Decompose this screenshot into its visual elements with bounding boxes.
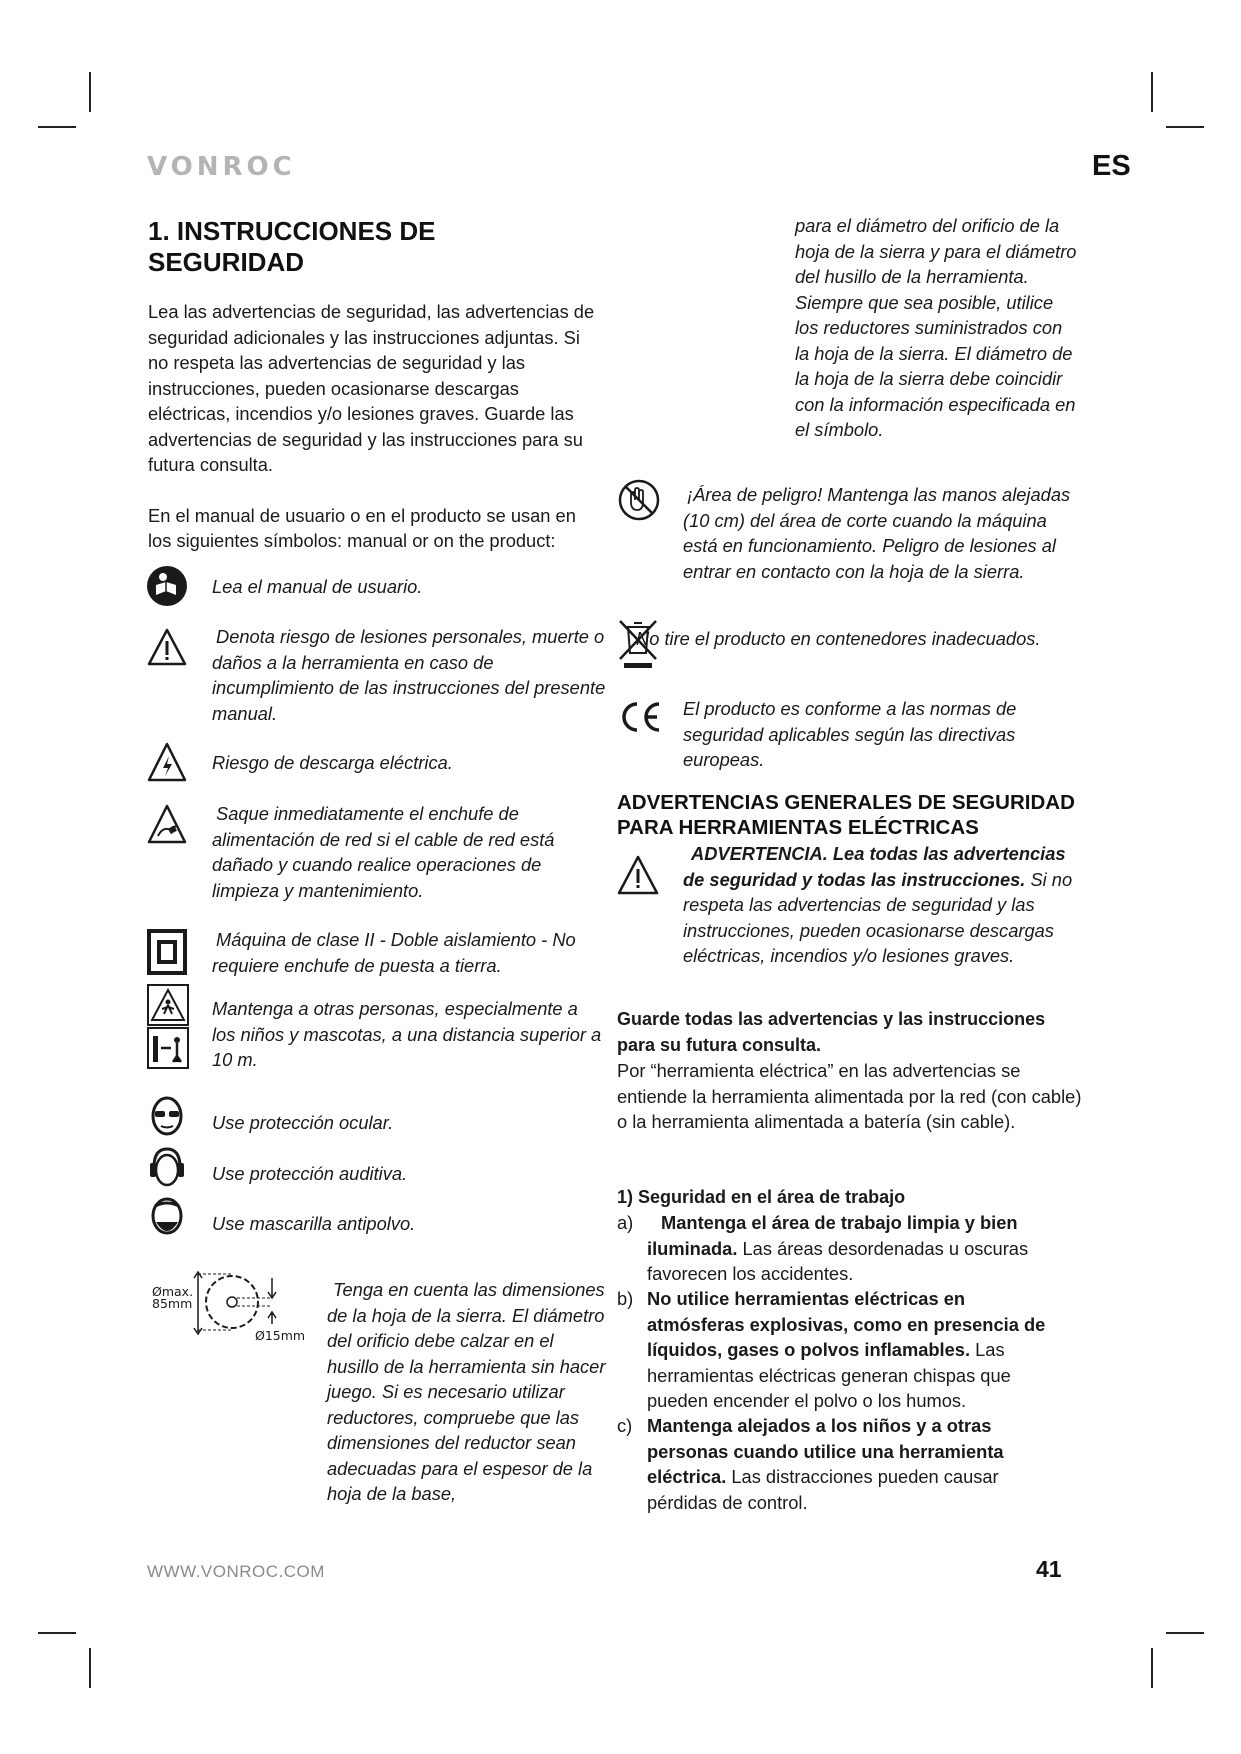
symbols-intro: En el manual de usuario o en el producto se usan en los siguientes símbolos: manual or on the product: [148,504,576,551]
page-number: 41 [1036,1556,1062,1582]
hand-danger-icon [617,478,661,522]
symbol-text: Denota riesgo de lesiones personales, muerte o daños a la herramienta en caso de incumplimiento de las instrucciones del presente manual. [212,626,606,724]
symbol-text: Riesgo de descarga eléctrica. [212,752,453,773]
list-bold-text: No utilice herramientas eléctricas en atmósferas explosivas, como en presencia de líquidos, gases o polvos inflamables. [647,1288,1046,1360]
symbol-text: Use protección auditiva. [212,1163,408,1184]
work-area-title: 1) Seguridad en el área de trabajo [617,1187,906,1207]
list-text: Las herramientas eléctricas generan chispas que pueden encender el polvo o los humos. [647,1339,1011,1411]
brand-logo: VONROC [147,152,296,182]
list-body [647,1286,1067,1414]
symbol-text: Mantenga a otras personas, especialmente a los niños y mascotas, a una distancia superior a 10 m. [212,998,602,1070]
blade-max-text: Ømax. [152,1284,194,1299]
symbol-ear-protection [148,1145,186,1189]
list-marker: c) [617,1415,633,1436]
dust-mask-icon [149,1196,185,1240]
blade-max-value: 85mm [152,1296,193,1311]
crop-mark [89,1648,91,1688]
list-text: Las áreas desordenadas u oscuras favorecen los accidentes. [647,1237,1029,1284]
ear-protection-icon [148,1145,186,1189]
symbol-ce [617,700,663,734]
crop-mark [1151,72,1153,112]
crop-mark [38,126,76,128]
symbol-text: No tire el producto en contenedores inadecuados. [636,628,1041,649]
symbol-warning [147,628,187,666]
list-bold-text: Mantenga el área de trabajo limpia y bien iluminada. [647,1212,1018,1259]
list-marker: a) [617,1212,634,1233]
symbol-class-ii [147,929,187,975]
symbol-text: Use mascarilla antipolvo. [212,1213,416,1234]
keep-instructions-notice: Guarde todas las advertencias y las instrucciones para su futura consulta. [617,1009,1046,1055]
symbol-hand-danger [617,478,661,522]
crop-mark [1166,126,1204,128]
intro-paragraph: Lea las advertencias de seguridad, las advertencias de seguridad adicionales y las instrucciones adjuntas. Si no respeta las advertencias de seguridad y las instrucciones, pueden ocasionarse descargas eléctricas, incendios y/o lesiones graves. Guarde las advertencias de seguridad y las instrucciones para su futura consulta. [148,301,595,475]
list-marker: b) [617,1288,634,1309]
warning-rest-text: Si no respeta las advertencias de seguridad y las instrucciones, pueden ocasionarse descargas eléctricas, incendios y/o lesiones graves. [683,868,1073,966]
eye-protection-icon [150,1095,184,1137]
symbol-text: Lea el manual de usuario. [212,576,423,597]
footer-url: WWW.VONROC.COM [147,1562,325,1581]
crop-mark [1166,1632,1204,1634]
blade-max-label [152,1286,193,1310]
symbol-electric [147,742,187,782]
symbol-warning-general [617,855,659,895]
list-text: Las distracciones pueden causar pérdidas de control. [647,1466,999,1513]
class-ii-icon [147,929,187,975]
warning-icon [617,855,659,895]
symbol-read-manual [146,565,188,607]
symbol-eye-protection [150,1095,184,1137]
symbol-blade-dimensions [150,1268,310,1350]
symbol-keep-distance [147,984,189,1070]
symbol-text: Saque inmediatamente el enchufe de alimentación de red si el cable de red está dañado y cuando realice operaciones de limpieza y mantenimiento. [212,803,555,901]
read-manual-icon [146,565,188,607]
crop-mark [38,1632,76,1634]
electric-shock-icon [147,742,187,782]
symbol-text: ¡Área de peligro! Mantenga las manos alejadas (10 cm) del área de corte cuando la máquina está en funcionamiento. Peligro de lesiones al entrar en contacto con la hoja de la sierra. [683,484,1071,582]
list-bold-text: Mantenga alejados a los niños y a otras personas cuando utilice una herramienta eléctrica. [647,1415,1004,1487]
symbol-text: Máquina de clase II - Doble aislamiento - No requiere enchufe de puesta a tierra. [212,929,576,976]
general-warnings-title: ADVERTENCIAS GENERALES DE SEGURIDAD PARA HERRAMIENTAS ELÉCTRICAS [617,791,1075,839]
symbol-dust-mask [149,1196,185,1240]
symbol-text: Use protección ocular. [212,1112,394,1133]
symbol-unplug [147,804,187,844]
warning-paragraph [683,841,1088,969]
crop-mark [89,72,91,112]
list-body [647,1210,1067,1287]
symbol-text: Tenga en cuenta las dimensiones de la hoja de la sierra. El diámetro del orificio debe calzar en el husillo de la herramienta sin hacer juego. Si es necesario utilizar reductores, compruebe que las dimensiones del reductor sean adecuadas para el espesor de la hoja de la base, [327,1279,606,1504]
blade-text-continued: para el diámetro del orificio de la hoja de la sierra y para el diámetro del husillo de la herramienta. Siempre que sea posible, utilice los reductores suministrados con la hoja de la sierra. El diámetro de la hoja de la sierra debe coincidir con la información especificada en el símbolo. [795,215,1077,440]
unplug-icon [147,804,187,844]
section-title: 1. INSTRUCCIONES DE SEGURIDAD [148,216,436,277]
ce-mark-icon [617,700,663,734]
crop-mark [1151,1648,1153,1688]
list-body [647,1413,1067,1515]
language-code: ES [1092,150,1131,182]
symbol-text: El producto es conforme a las normas de seguridad aplicables según las directivas europeas. [683,698,1017,770]
left-column [148,216,598,554]
keep-distance-icon [147,984,189,1070]
definition-paragraph: Por “herramienta eléctrica” en las advertencias se entiende la herramienta alimentada por la red (con cable) o la herramienta alimentada a batería (sin cable). [617,1060,1082,1132]
warning-bold-text: ADVERTENCIA. Lea todas las advertencias de seguridad y todas las instrucciones. [683,843,1066,890]
warning-icon [147,628,187,666]
blade-bore-label: Ø15mm [255,1328,306,1343]
